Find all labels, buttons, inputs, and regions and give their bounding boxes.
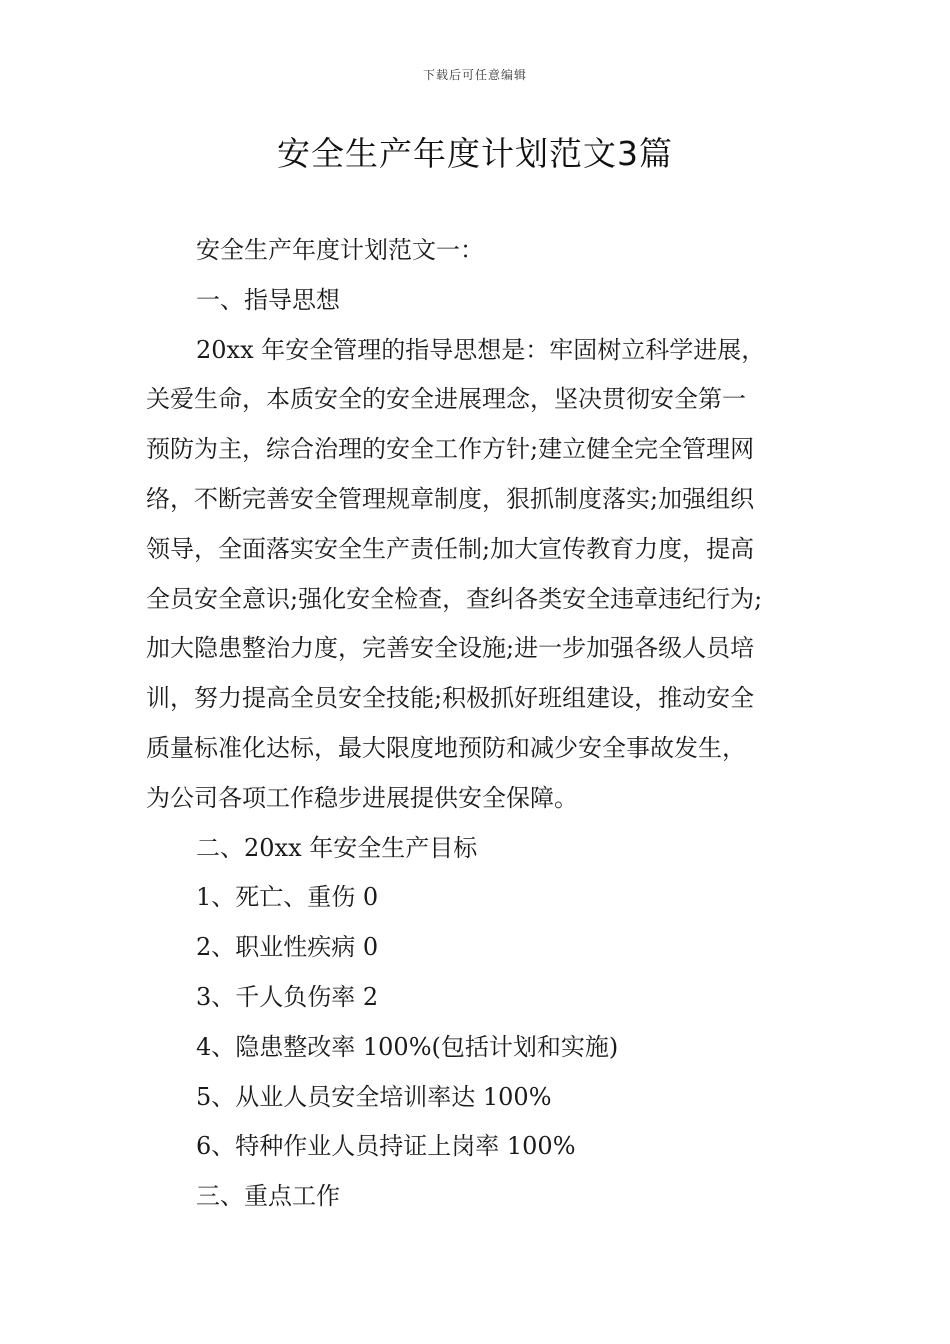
body-line: 5、从业人员安全培训率达 100% [196, 1082, 552, 1111]
document-body [146, 226, 816, 1222]
header-note: 下载后可任意编辑 [422, 68, 527, 82]
body-line: 4、隐患整改率 100%(包括计划和实施) [196, 1032, 619, 1061]
body-line: 一、指导思想 [196, 285, 340, 314]
document-title: 安全生产年度计划范文3篇 [277, 134, 673, 173]
body-line: 全员安全意识;强化安全检查，查纠各类安全违章违纪行为; [146, 584, 763, 613]
body-line: 三、重点工作 [196, 1182, 340, 1211]
body-line: 2、职业性疾病 0 [196, 933, 379, 962]
body-line: 6、特种作业人员持证上岗率 100% [196, 1132, 576, 1161]
body-line: 二、20xx 年安全生产目标 [196, 833, 478, 862]
body-line: 加大隐患整治力度，完善安全设施;进一步加强各级人员培 [146, 634, 755, 663]
body-line: 领导，全面落实安全生产责任制;加大宣传教育力度，提高 [146, 534, 755, 563]
body-line: 安全生产年度计划范文一： [196, 236, 484, 264]
body-line: 络，不断完善安全管理规章制度，狠抓制度落实;加强组织 [146, 484, 755, 513]
body-line: 3、千人负伤率 2 [196, 982, 379, 1011]
body-line: 质量标准化达标，最大限度地预防和减少安全事故发生， [146, 733, 746, 762]
body-line: 预防为主，综合治理的安全工作方针;建立健全完全管理网 [146, 435, 755, 464]
body-line: 关爱生命，本质安全的安全进展理念，坚决贯彻安全第一 [146, 385, 746, 414]
body-line: 20xx 年安全管理的指导思想是：牢固树立科学进展， [196, 335, 766, 364]
body-line: 为公司各项工作稳步进展提供安全保障。 [146, 783, 578, 812]
body-line: 1、死亡、重伤 0 [196, 883, 379, 912]
body-line: 训，努力提高全员安全技能;积极抓好班组建设，推动安全 [146, 684, 755, 713]
